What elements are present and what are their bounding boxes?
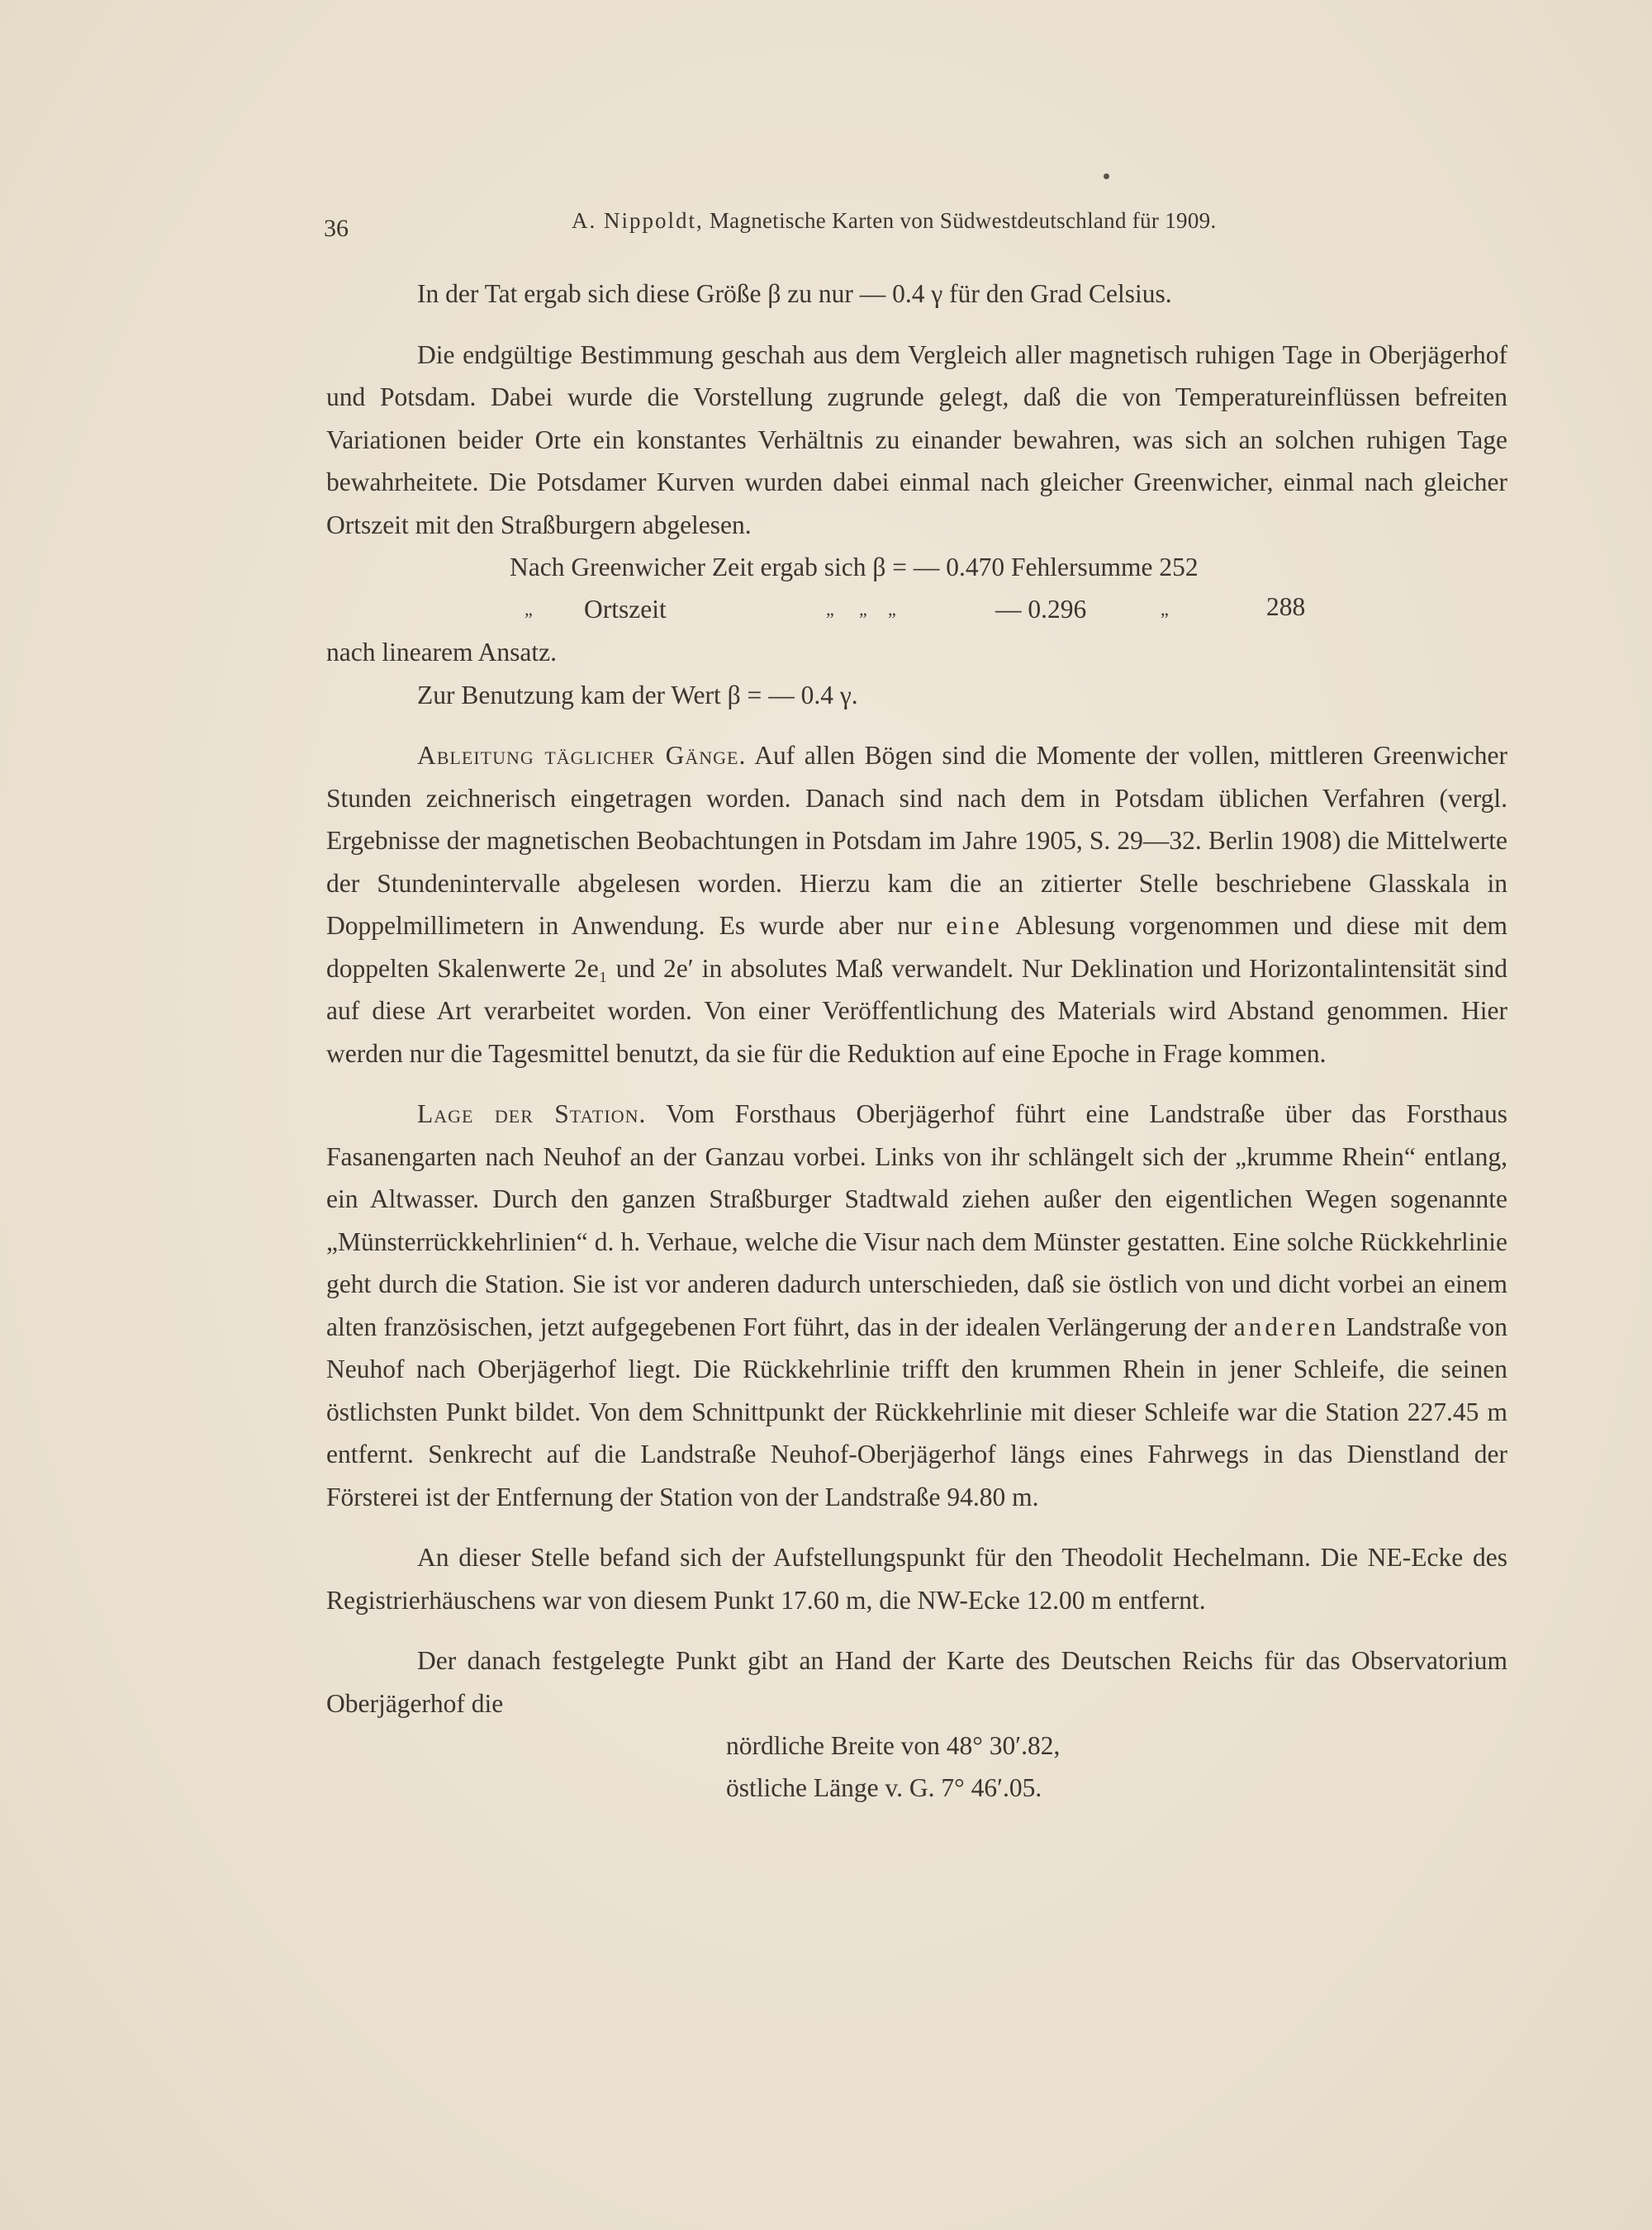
paragraph-station-location: [326, 1093, 1507, 1518]
running-title: [572, 208, 1217, 234]
ditto-mark: „: [888, 599, 896, 619]
paragraph-value-used: Zur Benutzung kam der Wert β = — 0.4 γ.: [417, 680, 858, 709]
latitude: nördliche Breite von 48° 30′.82,: [726, 1731, 1061, 1760]
section-heading-daily: Ableitung täglicher Gänge.: [417, 741, 747, 770]
paragraph-map-reference: Der danach festgelegte Punkt gibt an Hand der Karte des Deutschen Reichs für das Observatorium Oberjägerhof die: [326, 1646, 1507, 1718]
ditto-mark: „: [1161, 599, 1169, 619]
author-name: A. Nippoldt,: [572, 208, 704, 233]
paragraph-beta-result: In der Tat ergab sich diese Größe β zu nur — 0.4 γ für den Grad Celsius.: [417, 279, 1172, 308]
spaced-word: anderen: [1233, 1312, 1340, 1341]
paragraph-text: Vom Forsthaus Oberjägerhof führt eine Landstraße über das Forsthaus Fasanengarten nach Neuhof an der Ganzau vorbei. Links von ihr schlängelt sich der „krumme Rhein“ entlang, ein Altwasser. Durch den ganzen Straßburger Stadtwald ziehen außer den eigentlichen Wegen sogenannte „Münsterrückkehrlinien“ d. h. Verhaue, welche die Visur nach dem Münster gestatten. Eine solche Rückkehrlinie geht durch die Station. Sie ist vor anderen dadurch unterschieden, daß sie östlich von und dicht vorbei an einem alten französischen, jetzt aufgegebenen Fort führt, das in der idealen Verlängerung der: [326, 1099, 1508, 1341]
paragraph-theodolite: An dieser Stelle befand sich der Aufstellungspunkt für den Theodolit Hechelmann. Die NE-Ecke des Registrierhäuschens war von diesem Punkt 17.60 m, die NW-Ecke 12.00 m entfernt.: [326, 1543, 1507, 1615]
section-heading-station: Lage der Station.: [417, 1099, 647, 1128]
paragraph-determination: Die endgültige Bestimmung geschah aus dem Vergleich aller magnetisch ruhigen Tage in Oberjägerhof und Potsdam. Dabei wurde die Vorstellung zugrunde gelegt, daß die von Temperatureinflüssen befreiten Variationen beider Orte ein konstantes Verhältnis zu einander bewahren, was sich an solchen ruhigen Tage bewahrheitete. Die Potsdamer Kurven wurden dabei einmal nach gleicher Greenwicher, einmal nach gleicher Ortszeit mit den Straßburgern abgelesen.: [326, 339, 1507, 539]
paragraph-daily-variation: [326, 734, 1507, 1075]
ink-speck: [1104, 173, 1109, 179]
formula-ortszeit-sum: 288: [1266, 592, 1306, 621]
coordinates-block: [326, 1725, 1507, 1810]
longitude: östliche Länge v. G. 7° 46′.05.: [726, 1773, 1042, 1802]
paragraph-text: Auf allen Bögen sind die Momente der vollen, mittleren Greenwicher Stunden zeichnerisch eingetragen worden. Danach sind nach dem in Potsdam üblichen Verfahren (vergl. Ergebnisse der magnetischen Beobachtungen in Potsdam im Jahre 1905, S. 29—32. Berlin 1908) die Mittelwerte der Stundenintervalle abgelesen worden. Hierzu kam die an zitierter Stelle beschriebene Glasskala in Doppelmillimetern in Anwendung. Es wurde aber nur: [326, 741, 1508, 940]
spaced-word: eine: [946, 911, 1003, 940]
formula-ortszeit-value: — 0.296: [995, 595, 1087, 624]
ditto-mark: „: [826, 599, 834, 619]
ditto-mark: „: [525, 599, 533, 619]
formula-ortszeit-label: Ortszeit: [584, 595, 667, 624]
paragraph-linear: nach linearem Ansatz.: [326, 638, 558, 667]
formula-block: [326, 546, 1507, 631]
body-text: [326, 273, 1507, 1810]
paragraph-text: Ablesung vorgenommen und diese mit dem doppelten Skalenwerte 2e₁ und 2e′ in absolutes Maß verwandelt. Nur Deklination und Horizontalintensität sind auf diese Art verarbeitet worden. Von einer Veröffentlichung des Materials wird Abstand genommen. Hier werden nur die Tagesmittel benutzt, da sie für die Reduktion auf eine Epoche in Frage kommen.: [326, 911, 1507, 1068]
journal-title: Magnetische Karten von Südwestdeutschland für 1909.: [709, 208, 1217, 233]
formula-greenwich: Nach Greenwicher Zeit ergab sich β = — 0.470 Fehlersumme 252: [510, 553, 1199, 581]
page-number: 36: [324, 215, 349, 242]
paragraph-text: Landstraße von Neuhof nach Oberjägerhof liegt. Die Rückkehrlinie trifft den krummen Rhein in jener Schleife, die seinen östlichsten Punkt bildet. Von dem Schnittpunkt der Rückkehrlinie mit dieser Schleife war die Station 227.45 m entfernt. Senkrecht auf die Landstraße Neuhof-Oberjägerhof längs eines Fahrwegs in das Dienstland der Försterei ist der Entfernung der Station von der Landstraße 94.80 m.: [326, 1312, 1508, 1511]
ditto-mark: „: [859, 599, 867, 619]
